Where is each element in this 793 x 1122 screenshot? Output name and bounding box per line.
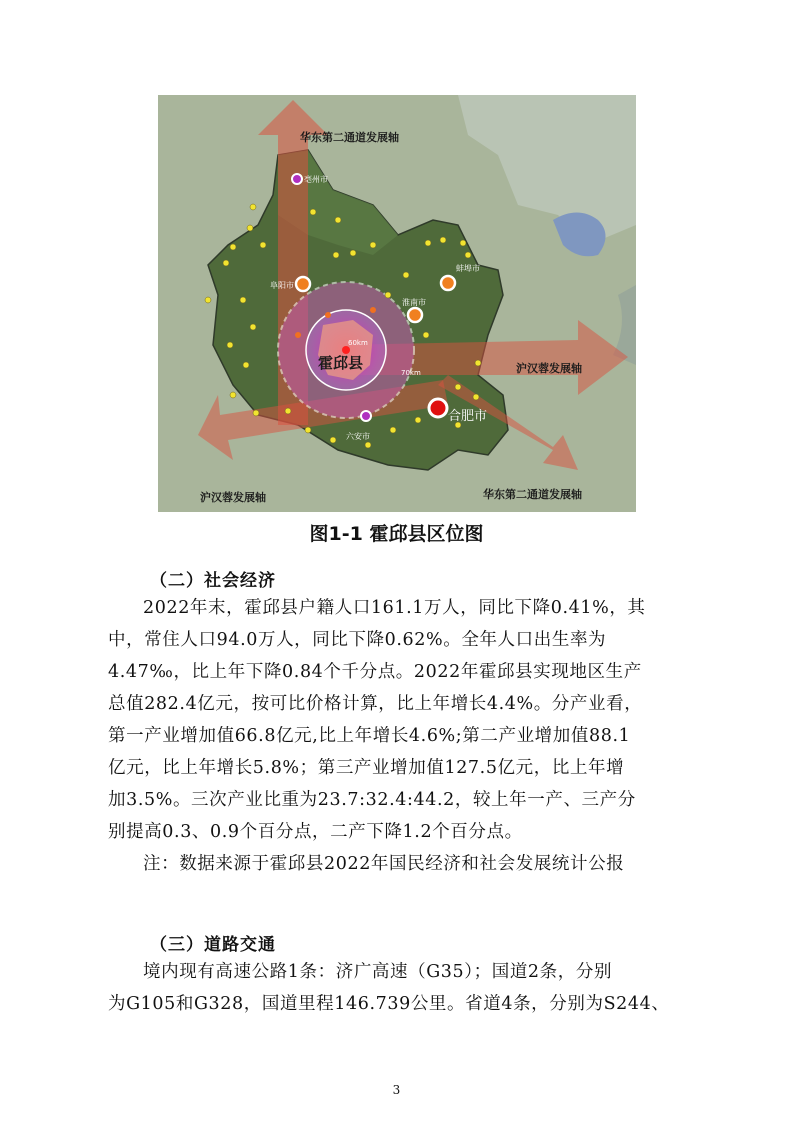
text-line: 2022年末，霍邱县户籍人口161.1万人，同比下降0.41%，其 <box>143 598 646 618</box>
fuyang-label: 阜阳市 <box>270 281 294 290</box>
axis-label-right: 沪汉蓉发展轴 <box>516 362 582 375</box>
text-line: 总值282.4亿元，按可比价格计算，比上年增长4.4%。分产业看， <box>108 694 643 714</box>
center-label: 霍邱县 <box>318 354 364 372</box>
axis-label-bottom-right: 华东第二通道发展轴 <box>483 488 582 501</box>
bengbu-label: 蚌埠市 <box>456 264 480 273</box>
city-marker-luan <box>361 411 371 421</box>
economy-paragraph <box>108 592 688 880</box>
city-marker-bengbu <box>441 276 455 290</box>
axis-label-top: 华东第二通道发展轴 <box>300 131 399 144</box>
text-line: 境内现有高速公路1条：济广高速（G35）；国道2条，分别 <box>143 962 613 982</box>
luan-label: 六安市 <box>346 432 370 441</box>
text-line: 第一产业增加值66.8亿元,比上年增长4.6%;第二产业增加值88.1 <box>108 726 631 746</box>
county-center-dot <box>342 346 350 354</box>
city-marker-hefei <box>429 399 447 417</box>
huainan-label: 淮南市 <box>402 298 426 307</box>
text-line: 别提高0.3、0.9个百分点，二产下降1.2个百分点。 <box>108 822 523 842</box>
ring-label-1: 60km <box>348 339 368 347</box>
transport-paragraph <box>108 956 688 1020</box>
section-heading-economy: （二）社会经济 <box>150 571 276 591</box>
bozhou-label: 亳州市 <box>304 175 328 184</box>
ring-label-2: 70km <box>401 369 421 377</box>
text-line: 中，常住人口94.0万人，同比下降0.62%。全年人口出生率为 <box>108 630 607 650</box>
location-map <box>158 95 636 512</box>
source-note: 注：数据来源于霍邱县2022年国民经济和社会发展统计公报 <box>143 854 625 874</box>
text-line: 4.47‰，比上年下降0.84个千分点。2022年霍邱县实现地区生产 <box>108 662 642 682</box>
city-marker-huainan <box>408 308 422 322</box>
text-line: 亿元，比上年增长5.8%；第三产业增加值127.5亿元，比上年增 <box>108 758 625 778</box>
city-marker-fuyang <box>296 277 310 291</box>
figure-caption: 图1-1 霍邱县区位图 <box>309 523 484 545</box>
section-heading-transport: （三）道路交通 <box>150 935 276 955</box>
axis-label-bottom-left: 沪汉蓉发展轴 <box>200 491 266 504</box>
page-number: 3 <box>392 1083 401 1097</box>
city-marker-bozhou <box>292 174 302 184</box>
hefei-label: 合肥市 <box>448 409 488 424</box>
text-line: 加3.5%。三次产业比重为23.7:32.4:44.2，较上年一产、三产分 <box>108 790 636 810</box>
text-line: 为G105和G328，国道里程146.739公里。省道4条，分别为S244、 <box>108 994 670 1014</box>
